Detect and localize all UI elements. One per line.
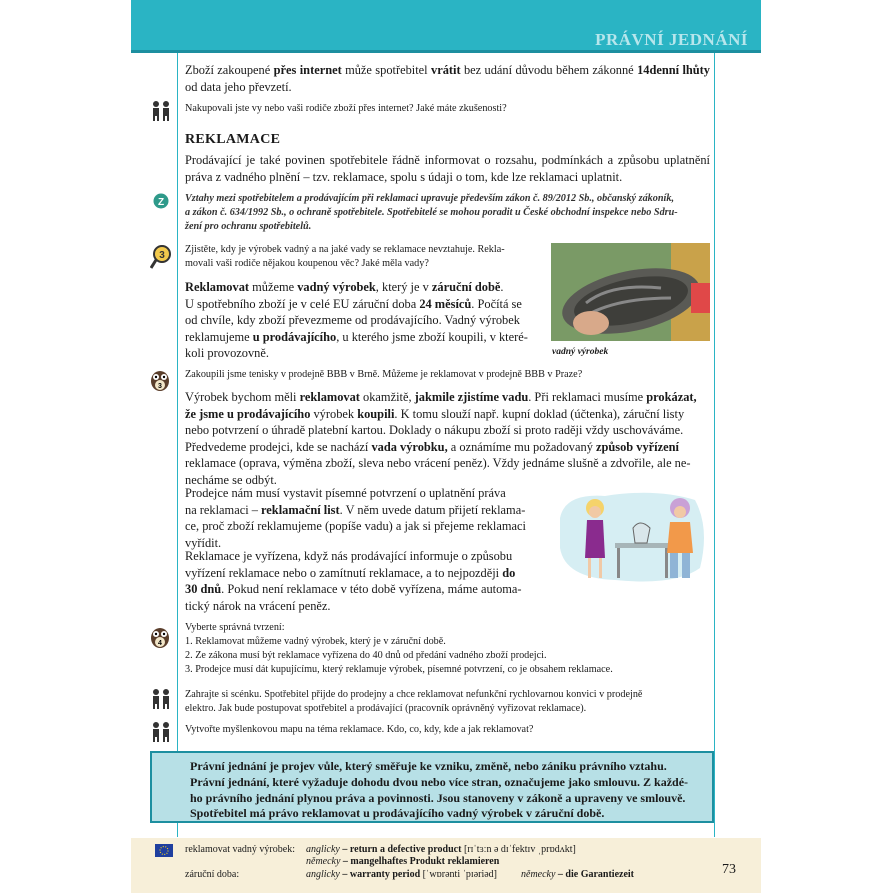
law-note-line-2: a zákon č. 634/1992 Sb., o ochraně spotřebitele. Spotřebitelé se mohou poradit u České obchodní inspekce nebo Sdru- [185,207,678,218]
intro-paragraph: Zboží zakoupené přes internet může spotřebitel vrátit bez udání důvodu během zákonné 14denní lhůty od data jeho převzetí. [185,63,710,94]
page-number: 73 [722,862,736,877]
law-note-line-3: žení pro ochranu spotřebitelů. [185,221,312,232]
resolution-paragraph: Reklamace je vyřízena, když nás prodávající informuje o způsobu vyřízení reklamace nebo o zamítnutí reklamace, a to nejpozději do 30 dnů. Pokud není reklamace v této době vyřízena, máme automa- tický nárok na vrácení peněz. [185,549,522,613]
question-internet-shopping: Nakupovali jste vy nebo vaši rodiče zboží přes internet? Jaké máte zkušenosti? [185,103,507,114]
complaint-cartoon-illustration [555,488,710,588]
header-rule [131,50,761,53]
law-note-icon-letter: Z [157,197,165,208]
glossary-term-2-de: německy – die Garantiezeit [521,869,635,880]
defective-shoe-photo [551,243,710,341]
law-note-icon [153,193,169,209]
section-heading: REKLAMACE [185,132,281,147]
law-note [185,192,710,234]
research-task-icon-number: 3 [159,250,165,261]
glossary-term-2: záruční doba: [185,869,240,880]
photo-caption: vadný výrobek [552,347,609,357]
procedure-paragraph: Výrobek bychom měli reklamovat okamžitě, jakmile zjistíme vadu. Při reklamaci musíme prokázat, že jsme u prodávajícího výrobek koupili. K tomu slouží např. kupní doklad (účtenka), záruční listy nebo potvrzení o úhradě platební kartou. Doklady o nákupu zboží si proto raději vždy uschováváme. Předvedeme prodejci, kde se nachází vada výrobku, a oznámíme mu požadovaný způsob vyřízení reklamace (oprava, výměna zboží, sleva nebo vrácení peněz). Vždy jednáme slušně a zdvořile, ale ne- necháme se odbýt. [185,390,697,487]
chapter-title: PRÁVNÍ JEDNÁNÍ [595,30,748,49]
margin-rule-right [714,53,715,837]
owl-icon [150,368,170,392]
glossary-term-1-de: německy – mangelhaftes Produkt reklamieren [306,856,500,867]
research-task-icon [150,244,174,270]
section-paragraph: Prodávající je také povinen spotřebitele řádně informovat o rozsahu, podmínkách a způsobu uplatnění práva z vadného plnění – tzv. reklamace, spolu s údaji o tom, kde lze reklamaci uplatnit. [185,153,710,184]
pair-discussion-icon [150,688,172,710]
question-defect: Zjistěte, kdy je výrobek vadný a na jaké vady se reklamace nevztahuje. Rekla- movali vaši rodiče nějakou koupenou věc? Jaké měla vady? [185,244,505,269]
list-item: 2. Ze zákona musí být reklamace vyřízena do 40 dnů od předání vadného zboží prodejci. [185,650,547,661]
law-note-line-1: Vztahy mezi spotřebitelem a prodávajícím při reklamaci upravuje především zákon č. 89/2012 Sb., občanský zákoník, [185,193,674,204]
list-item: 1. Reklamovat můžeme vadný výrobek, který je v záruční době. [185,636,446,647]
glossary-term-2-en: anglicky – warranty period [ˈwɒrənti ˈpɪəriəd] [306,869,498,880]
owl-icon-number: 3 [158,383,162,390]
glossary-term-1: reklamovat vadný výrobek: [185,844,295,855]
confirmation-paragraph: Prodejce nám musí vystavit písemné potvrzení o uplatnění práva na reklamaci – reklamační list. V něm uvede datum přijetí reklama- ce, proč zboží reklamujeme (popíše vadu) a jak si přejeme reklamaci vyřídit. [185,486,526,550]
owl-icon [150,625,170,649]
glossary-term-1-en: anglicky – return a defective product [rɪˈtɜːn ə dɪˈfektɪv ˌprɒdʌkt] [306,844,576,855]
question-store-location: Zakoupili jsme tenisky v prodejně BBB v Brně. Můžeme je reklamovat v prodejně BBB v Praze? [185,369,583,380]
pair-discussion-icon [150,721,172,743]
task-true-statements: Vyberte správná tvrzení: 1. Reklamovat můžeme vadný výrobek, který je v záruční době. 2. Ze zákona musí být reklamace vyřízena do 40 dnů od předání vadného zboží prodejci. 3. Prodejce musí dát kupujícímu, který reklamuje výrobek, písemné potvrzení, co je obsahem reklamace. [185,621,710,677]
eu-flag-icon [155,844,173,857]
task-mind-map: Vytvořte myšlenkovou mapu na téma reklamace. Kdo, co, kdy, kde a jak reklamovat? [185,724,534,735]
summary-box: Právní jednání je projev vůle, který směřuje ke vzniku, změně, nebo zániku právního vztahu. Právní jednání, které vyžaduje dohodu dvou nebo více stran, označujeme jako smlouvu. Z každé- ho právního jednání plynou práva a povinnosti. Jsou stanoveny v zákoně a upraveny ve smlouvě. Spotřebitel má právo reklamovat u prodávajícího vadný výrobek v záruční době. [150,751,714,823]
list-item: 3. Prodejce musí dát kupujícímu, který reklamuje výrobek, písemné potvrzení, co je obsahem reklamace. [185,664,613,675]
margin-rule-left [177,53,178,837]
defect-paragraph: Reklamovat můžeme vadný výrobek, který je v záruční době. U spotřebního zboží je v celé EU záruční doba 24 měsíců. Počítá se od chvíle, kdy zboží převezmeme od prodávajícího. Vadný výrobek reklamujeme u prodávajícího, u kterého jsme zboží koupili, v které- koli provozovně. [185,280,528,360]
task-roleplay: Zahrajte si scénku. Spotřebitel přijde do prodejny a chce reklamovat nefunkční rychlovarnou konvici v prodejně elektro. Jak bude postupovat spotřebitel a prodávající (pracovník oprávněný vyřizovat reklamace). [185,689,643,714]
owl-icon-number: 4 [158,640,162,647]
pair-discussion-icon [150,100,172,122]
